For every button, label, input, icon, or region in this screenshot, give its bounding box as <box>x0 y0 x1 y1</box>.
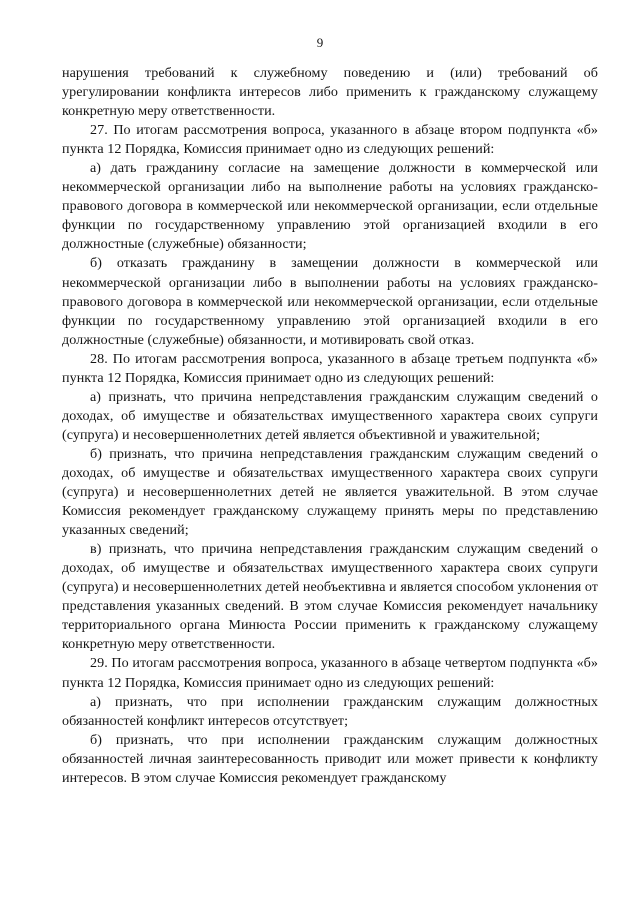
paragraph-item-27a: а) дать гражданину согласие на замещение должности в коммерческой или некоммерческой организации либо на выполнение работы на условиях гражданско-правового договора в коммерческой или некоммерческой организации, если отдельные функции по государственному управлению этой организацией входили в его должностные (служебные) обязанности; <box>62 160 598 253</box>
paragraph-item-28: 28. По итогам рассмотрения вопроса, указанного в абзаце третьем подпункта «б» пункта 12 Порядка, Комиссия принимает одно из следующих решений: <box>62 350 598 386</box>
paragraph-item-28v: в) признать, что причина непредставления гражданским служащим сведений о доходах, об имуществе и обязательствах имущественного характера своих супруги (супруга) и несовершеннолетних детей необъективна и является способом уклонения от представления указанных сведений. В этом случае Комиссия рекомендует начальнику территориального органа Минюста России применить к гражданскому служащему конкретную меру ответственности. <box>62 541 598 653</box>
page-number: 9 <box>316 35 324 50</box>
paragraph-item-29b: б) признать, что при исполнении гражданским служащим должностных обязанностей личная заинтересованность приводит или может привести к конфликту интересов. В этом случае Комиссия рекомендует гражданскому <box>62 731 598 786</box>
paragraph-continuation: нарушения требований к служебному поведению и (или) требований об урегулировании конфликта интересов либо применить к гражданскому служащему конкретную меру ответственности. <box>62 65 598 120</box>
paragraph-item-29: 29. По итогам рассмотрения вопроса, указанного в абзаце четвертом подпункта «б» пункта 12 Порядка, Комиссия принимает одно из следующих решений: <box>62 655 598 691</box>
paragraph-item-28a: а) признать, что причина непредставления гражданским служащим сведений о доходах, об имуществе и обязательствах имущественного характера своих супруги (супруга) и несовершеннолетних детей является объективной и уважительной; <box>62 388 598 443</box>
document-body <box>62 64 598 788</box>
paragraph-item-28b: б) признать, что причина непредставления гражданским служащим сведений о доходах, об имуществе и обязательствах имущественного характера своих супруги (супруга) и несовершеннолетних детей не является уважительной. В этом случае Комиссия рекомендует гражданскому служащему принять меры по представлению указанных сведений; <box>62 445 598 539</box>
paragraph-item-29a: а) признать, что при исполнении гражданским служащим должностных обязанностей конфликт интересов отсутствует; <box>62 693 598 729</box>
paragraph-item-27b: б) отказать гражданину в замещении должности в коммерческой или некоммерческой организации либо в выполнении работы на условиях гражданско-правового договора в коммерческой или некоммерческой организации, если отдельные функции по государственному управлению этой организацией входили в его должностные (служебные) обязанности, и мотивировать свой отказ. <box>62 255 598 348</box>
paragraph-item-27: 27. По итогам рассмотрения вопроса, указанного в абзаце втором подпункта «б» пункта 12 Порядка, Комиссия принимает одно из следующих решений: <box>62 122 598 158</box>
